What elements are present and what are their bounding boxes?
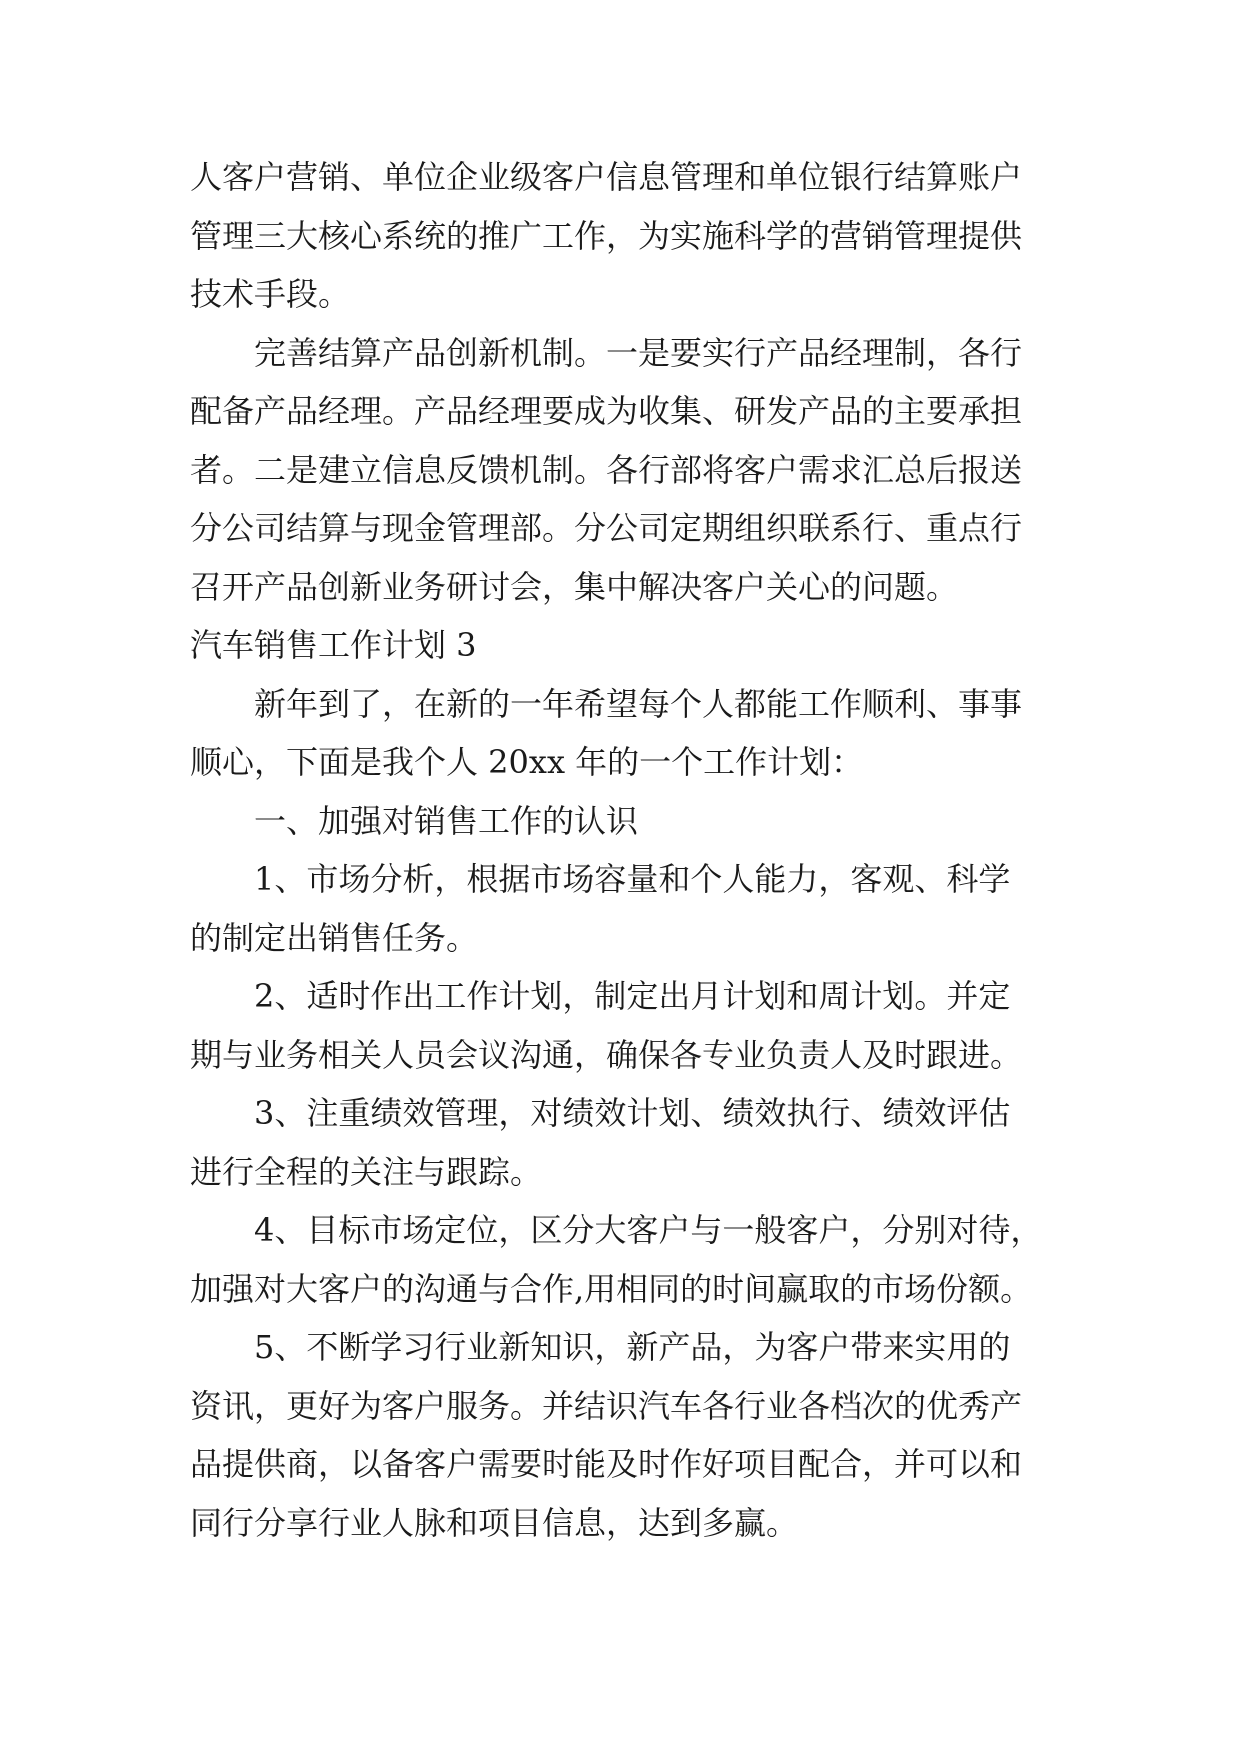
document-body [190, 148, 1058, 1552]
text-line: 同行分享行业人脉和项目信息，达到多赢。 [190, 1503, 799, 1542]
text-line: 顺心，下面是我个人 20xx 年的一个工作计划： [190, 743, 864, 781]
text-line: 者。二是建立信息反馈机制。各行部将客户需求汇总后报送 [190, 450, 1023, 489]
text-line: 召开产品创新业务研讨会，集中解决客户关心的问题。 [190, 567, 959, 606]
text-line: 4、目标市场定位，区分大客户与一般客户，分别对待， [254, 1211, 1043, 1249]
text-line: 人客户营销、单位企业级客户信息管理和单位银行结算账户 [190, 158, 1023, 196]
text-line: 品提供商，以备客户需要时能及时作好项目配合，并可以和 [190, 1445, 1023, 1483]
text-line: 配备产品经理。产品经理要成为收集、研发产品的主要承担 [190, 392, 1023, 430]
text-line: 管理三大核心系统的推广工作，为实施科学的营销管理提供 [190, 216, 1023, 255]
text-line: 完善结算产品创新机制。一是要实行产品经理制，各行 [254, 333, 1023, 372]
text-line: 加强对大客户的沟通与合作,用相同的时间赢取的市场份额。 [190, 1269, 1033, 1308]
sub-heading: 一、加强对销售工作的认识 [254, 801, 639, 840]
text-line: 技术手段。 [190, 275, 351, 313]
text-line: 新年到了，在新的一年希望每个人都能工作顺利、事事 [254, 684, 1023, 723]
text-line: 分公司结算与现金管理部。分公司定期组织联系行、重点行 [190, 509, 1023, 547]
text-line: 2、适时作出工作计划，制定出月计划和周计划。并定 [254, 977, 1011, 1015]
text-line: 的制定出销售任务。 [190, 918, 479, 957]
text-line: 期与业务相关人员会议沟通，确保各专业负责人及时跟进。 [190, 1035, 1023, 1074]
section-heading: 汽车销售工作计划 3 [190, 626, 477, 664]
text-line: 5、不断学习行业新知识，新产品，为客户带来实用的 [254, 1328, 1011, 1366]
text-line: 3、注重绩效管理，对绩效计划、绩效执行、绩效评估 [254, 1094, 1011, 1132]
text-line: 进行全程的关注与跟踪。 [190, 1152, 543, 1191]
text-line: 1、市场分析，根据市场容量和个人能力，客观、科学 [254, 860, 1011, 898]
text-line: 资讯，更好为客户服务。并结识汽车各行业各档次的优秀产 [190, 1386, 1023, 1425]
